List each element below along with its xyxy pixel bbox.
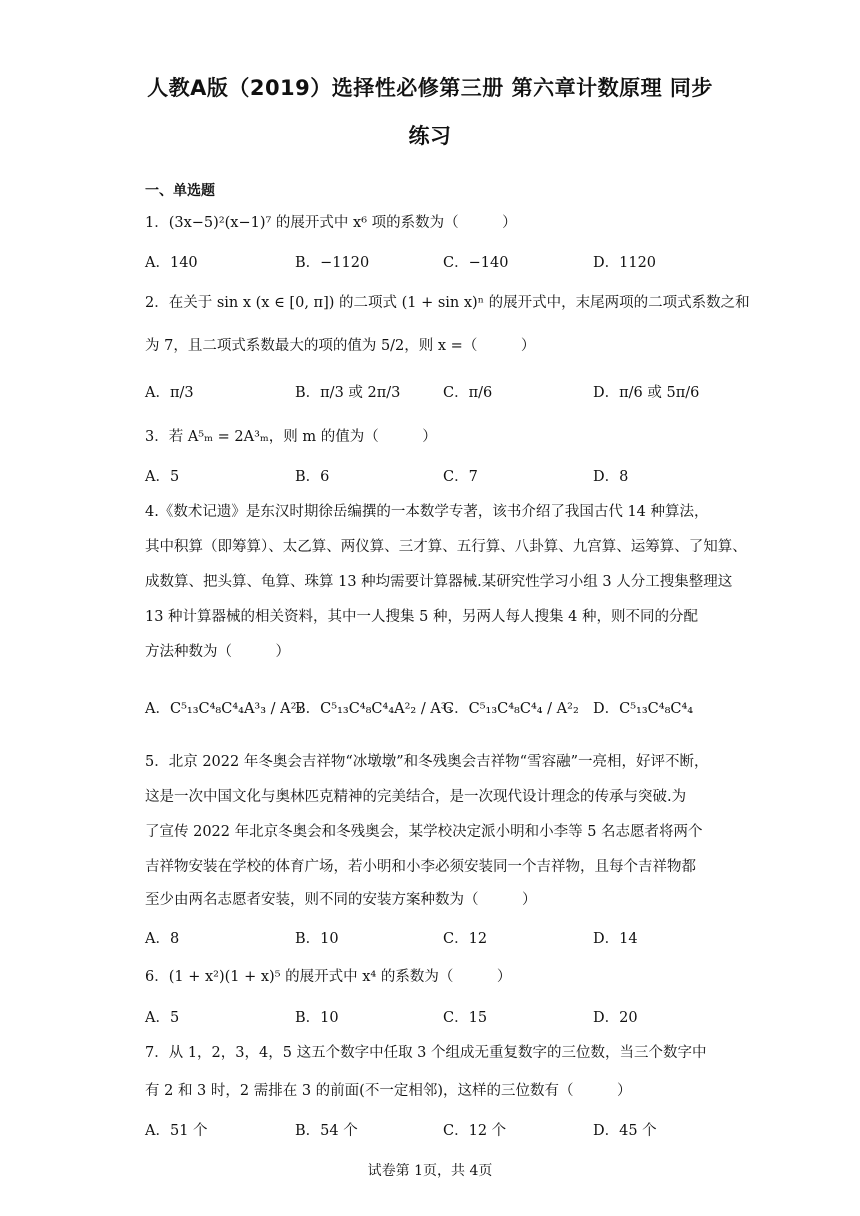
question-4-line-5: 方法种数为（ ） xyxy=(145,644,290,660)
q7-option-a: A．51 个 xyxy=(145,1123,208,1139)
q2-option-d: D．π/6 或 5π/6 xyxy=(593,385,700,401)
page-title-line1: 人教A版（2019）选择性必修第三册 第六章计数原理 同步 xyxy=(147,76,713,100)
q2-option-a: A．π/3 xyxy=(145,385,194,401)
page-title-line2: 练习 xyxy=(408,124,452,148)
q2-option-c: C．π/6 xyxy=(443,385,493,401)
q6-option-c: C．15 xyxy=(443,1010,488,1026)
q1-option-c: C．−140 xyxy=(443,255,509,271)
q5-option-b: B．10 xyxy=(295,931,339,947)
q3-option-a: A．5 xyxy=(145,469,180,485)
question-5-line-2: 这是一次中国文化与奥林匹克精神的完美结合，是一次现代设计理念的传承与突破.为 xyxy=(145,789,687,805)
q7-option-c: C．12 个 xyxy=(443,1123,507,1139)
question-4-line-2: 其中积算（即筹算）、太乙算、两仪算、三才算、五行算、八卦算、九宫算、运筹算、了知算、 xyxy=(145,539,747,555)
q5-option-c: C．12 xyxy=(443,931,488,947)
question-6-line-1: 6．(1 + x²)(1 + x)⁵ 的展开式中 x⁴ 的系数为（ ） xyxy=(145,969,512,985)
q3-option-c: C．7 xyxy=(443,469,478,485)
q1-option-a: A．140 xyxy=(145,255,198,271)
q6-option-d: D．20 xyxy=(593,1010,638,1026)
q7-option-d: D．45 个 xyxy=(593,1123,657,1139)
question-5-line-5: 至少由两名志愿者安装，则不同的安装方案种数为（ ） xyxy=(145,892,537,908)
q5-option-d: D．14 xyxy=(593,931,638,947)
q4-option-c: C．C⁵₁₃C⁴₈C⁴₄ / A²₂ xyxy=(443,701,579,717)
section-heading: 一、单选题 xyxy=(145,183,215,199)
q3-option-d: D．8 xyxy=(593,469,629,485)
q7-option-b: B．54 个 xyxy=(295,1123,358,1139)
q6-option-a: A．5 xyxy=(145,1010,180,1026)
question-2-line-2: 为 7，且二项式系数最大的项的值为 5/2，则 x =（ ） xyxy=(145,338,536,354)
question-7-line-1: 7．从 1，2，3，4，5 这五个数字中任取 3 个组成无重复数字的三位数，当三个数字中 xyxy=(145,1045,707,1061)
q1-option-d: D．1120 xyxy=(593,255,657,271)
question-7-line-2: 有 2 和 3 时，2 需排在 3 的前面(不一定相邻)，这样的三位数有（ ） xyxy=(145,1083,632,1099)
page-footer: 试卷第 1页，共 4页 xyxy=(367,1163,493,1179)
question-3-line-1: 3．若 A⁵ₘ = 2A³ₘ，则 m 的值为（ ） xyxy=(145,429,437,445)
q4-option-b: B．C⁵₁₃C⁴₈C⁴₄A²₂ / A³₃ xyxy=(295,701,453,717)
q3-option-b: B．6 xyxy=(295,469,330,485)
question-5-line-4: 吉祥物安装在学校的体育广场，若小明和小李必须安装同一个吉祥物，且每个吉祥物都 xyxy=(145,859,696,875)
question-1-line-1: 1．(3x−5)²(x−1)⁷ 的展开式中 x⁶ 项的系数为（ ） xyxy=(145,215,517,231)
q2-option-b: B．π/3 或 2π/3 xyxy=(295,385,401,401)
question-2-line-1: 2．在关于 sin x (x ∈ [0, π]) 的二项式 (1 + sin x)ⁿ 的展开式中，末尾两项的二项式系数之和 xyxy=(145,295,750,311)
q5-option-a: A．8 xyxy=(145,931,180,947)
question-4-line-1: 4.《数术记遗》是东汉时期徐岳编撰的一本数学专著，该书介绍了我国古代 14 种算法， xyxy=(145,504,709,520)
question-4-line-4: 13 种计算器械的相关资料，其中一人搜集 5 种，另两人每人搜集 4 种，则不同的分配 xyxy=(145,609,698,625)
question-4-line-3: 成数算、把头算、龟算、珠算 13 种均需要计算器械.某研究性学习小组 3 人分工搜集整理这 xyxy=(145,574,733,590)
question-5-line-1: 5．北京 2022 年冬奥会吉祥物“冰墩墩”和冬残奥会吉祥物“雪容融”一亮相，好评不断， xyxy=(145,754,709,770)
q4-option-d: D．C⁵₁₃C⁴₈C⁴₄ xyxy=(593,701,694,717)
q6-option-b: B．10 xyxy=(295,1010,339,1026)
q1-option-b: B．−1120 xyxy=(295,255,370,271)
q4-option-a: A．C⁵₁₃C⁴₈C⁴₄A³₃ / A²₂ xyxy=(145,701,303,717)
question-5-line-3: 了宣传 2022 年北京冬奥会和冬残奥会，某学校决定派小明和小李等 5 名志愿者将两个 xyxy=(145,824,703,840)
